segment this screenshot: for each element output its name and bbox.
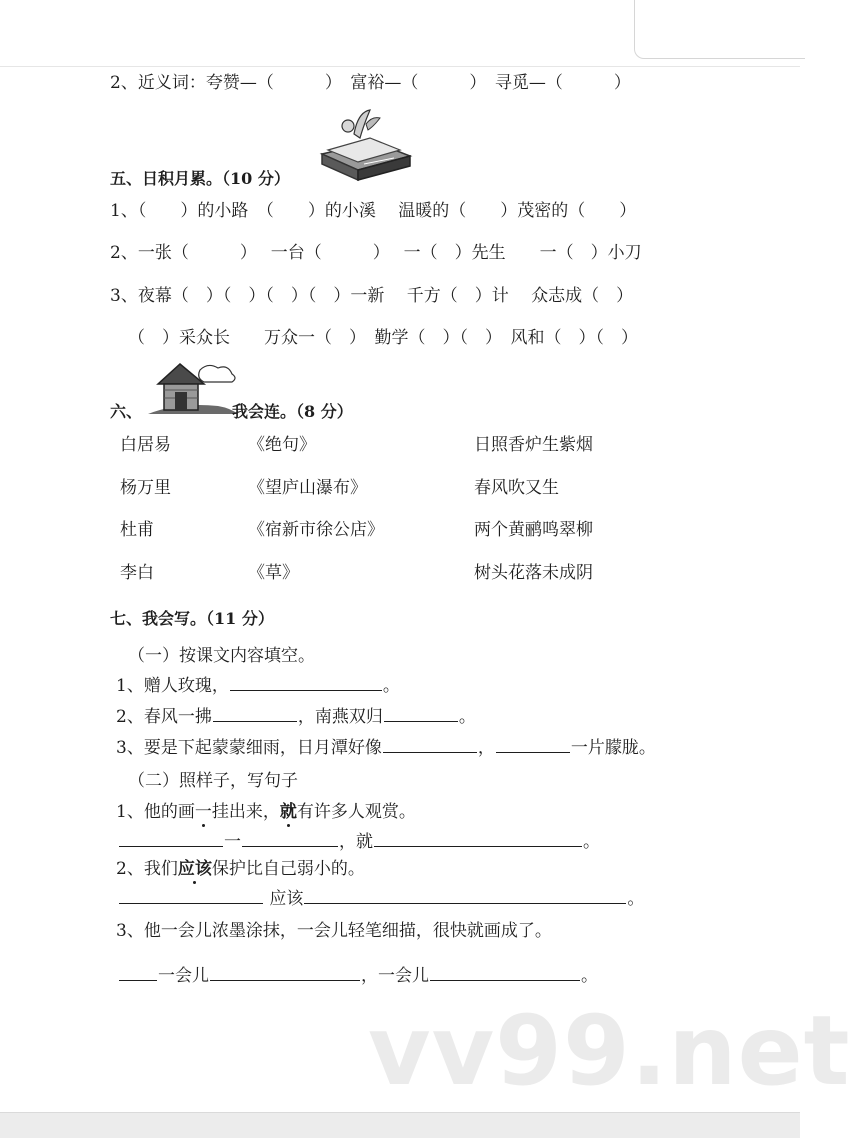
section-5-row-4: （ ）采众长 万众一（ ） 勤学（ ）（ ） 风和（ ）（ ） [128,328,638,348]
answer-blank[interactable] [230,674,382,691]
poem-line-2: 春风吹又生 [474,478,559,498]
answer-blank[interactable] [383,736,477,753]
poem-line-4: 树头花落未成阴 [474,563,593,583]
section-6-prefix: 六、 [110,402,143,421]
poet-4: 李白 [120,563,154,583]
answer-blank[interactable] [384,705,458,722]
section-5-row-1: 1、（ ）的小路 （ ）的小溪 温暖的（ ）茂密的（ ） [110,201,637,221]
poem-4: 《草》 [248,563,299,583]
answer-line-1: 一 ，就 。 [118,830,600,853]
answer-blank[interactable] [430,964,580,981]
answer-blank[interactable] [374,830,582,847]
section-7-sub-2: （二）照样子，写句子 [128,771,298,791]
answer-blank[interactable] [496,736,570,753]
poem-2: 《望庐山瀑布》 [248,478,367,498]
poem-1: 《绝句》 [248,435,316,455]
fill-question-1: 1、赠人玫瑰， 。 [116,676,400,696]
page-top-divider [0,66,800,67]
poem-line-1: 日照香炉生紫烟 [474,435,593,455]
example-sentence-3: 3、他一会儿浓墨涂抹，一会儿轻笔细描，很快就画成了。 [116,921,552,941]
poet-2: 杨万里 [120,478,171,498]
fill-question-2: 2、春风一拂 ，南燕双归 。 [116,707,476,727]
section-7-sub-1: （一）按课文内容填空。 [128,646,315,666]
answer-blank[interactable] [119,887,263,904]
section-5-row-3: 3、夜幕（ ）（ ）（ ）（ ）一新 千方（ ）计 众志成（ ） [110,286,634,306]
watermark-text: vv99.net [368,995,851,1107]
section-7-title: 七、我会写。（11 分） [110,609,274,628]
example-sentence-1: 1、他的画一挂出来，就有许多人观赏。 [116,802,416,822]
section-5-row-2: 2、一张（ ） 一台（ ） 一（ ）先生 一（ ）小刀 [110,243,642,263]
example-sentence-2: 2、我们应该保护比自己弱小的。 [116,859,365,879]
poem-line-3: 两个黄鹂鸣翠柳 [474,520,593,540]
bottom-scroll-bar [0,1112,800,1138]
poet-3: 杜甫 [120,520,154,540]
synonym-question: 2、近义词：夸赞—（ ） 富裕—（ ） 寻觅—（ ） [110,73,631,93]
emphasis-word: 就 [279,802,297,822]
page-corner-tab [634,0,805,59]
house-illustration-icon [148,360,238,416]
emphasis-word: 一 [194,802,212,822]
answer-line-3: 一会儿 ，一会儿 。 [118,964,598,987]
poem-3: 《宿新市徐公店》 [248,520,384,540]
answer-blank[interactable] [210,964,360,981]
section-6-title: 我会连。（8 分） [232,402,353,421]
answer-blank[interactable] [213,705,297,722]
emphasis-word: 应该 [177,859,212,879]
answer-blank[interactable] [304,887,626,904]
book-illustration-icon [314,104,414,184]
answer-blank[interactable] [119,830,223,847]
answer-line-2: 应该 。 [118,887,644,910]
section-5-title: 五、日积月累。（10 分） [110,169,290,188]
answer-blank[interactable] [119,964,157,981]
answer-blank[interactable] [242,830,338,847]
poet-1: 白居易 [120,435,171,455]
fill-question-3: 3、要是下起蒙蒙细雨，日月潭好像 ， 一片朦胧。 [116,738,656,758]
